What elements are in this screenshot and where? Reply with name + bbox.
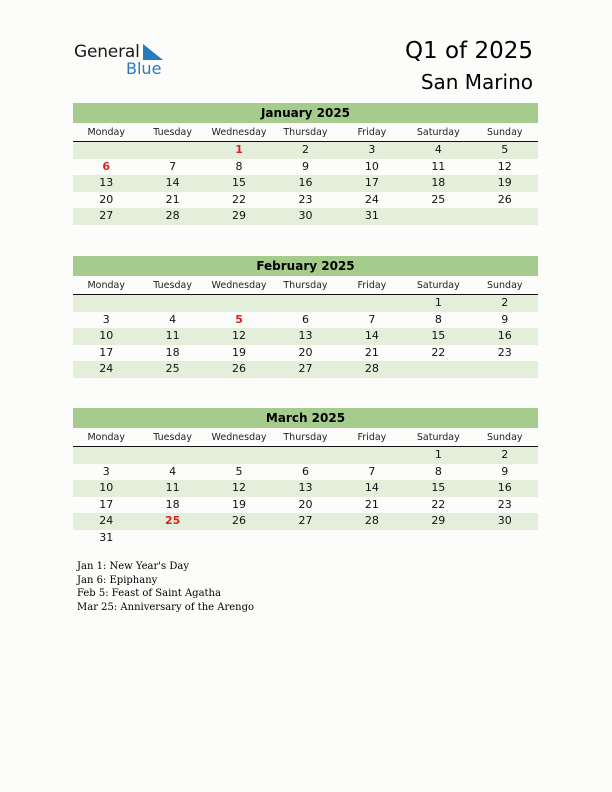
day-cell: 22: [232, 192, 247, 206]
week-row: [73, 345, 538, 362]
day-cell: 18: [165, 345, 180, 359]
day-cell: 29: [431, 514, 446, 528]
day-cell: [472, 208, 538, 225]
day-cell: 27: [298, 514, 313, 528]
month-calendar: [73, 408, 538, 547]
day-cell: [339, 447, 405, 464]
day-cell: 20: [298, 345, 313, 359]
day-cell: 13: [298, 329, 313, 343]
day-cell: 30: [298, 209, 313, 223]
day-cell: 11: [165, 329, 180, 343]
day-cell: [272, 447, 338, 464]
day-cell: 24: [364, 192, 379, 206]
day-cell: 8: [235, 159, 243, 173]
day-cell: [405, 208, 471, 225]
day-cell: 17: [364, 176, 379, 190]
day-cell: [139, 142, 205, 159]
day-cell: 19: [232, 497, 247, 511]
week-row: [73, 192, 538, 209]
day-cell: 31: [364, 209, 379, 223]
day-cell: 2: [301, 143, 309, 156]
holiday-note: Jan 6: Epiphany: [77, 574, 158, 586]
day-cell: 25: [165, 362, 180, 376]
day-cell: 12: [232, 481, 247, 495]
week-rows: [73, 142, 538, 225]
month-calendar: [73, 103, 538, 225]
day-cell: 15: [431, 481, 446, 495]
day-cell: [206, 447, 272, 464]
day-cell: 26: [232, 362, 247, 376]
week-row: [73, 464, 538, 481]
day-cell: [472, 530, 538, 547]
weekday-label: Friday: [357, 280, 387, 291]
day-cell: 8: [434, 464, 442, 478]
weekday-label: Thursday: [283, 280, 328, 291]
day-cell: 14: [165, 176, 180, 190]
weekday-label: Thursday: [283, 127, 328, 138]
day-cell: 2: [501, 296, 509, 309]
generalblue-logo: [74, 42, 174, 78]
day-cell: 4: [169, 312, 177, 326]
logo-general-text: General: [74, 42, 140, 62]
day-cell: [272, 295, 338, 312]
day-cell: 23: [298, 192, 313, 206]
day-cell: 9: [301, 159, 309, 173]
month-title: February 2025: [73, 256, 538, 276]
day-cell: 22: [431, 497, 446, 511]
day-cell: 19: [497, 176, 512, 190]
day-cell: 12: [497, 159, 512, 173]
day-cell: 13: [298, 481, 313, 495]
day-cell: 28: [165, 209, 180, 223]
day-cell: 24: [99, 362, 114, 376]
weekday-label: Monday: [87, 280, 125, 291]
holiday-note: Jan 1: New Year's Day: [77, 561, 189, 572]
day-cell: 4: [169, 464, 177, 478]
week-row: [73, 480, 538, 497]
day-cell: [405, 361, 471, 378]
weekday-header: [73, 429, 538, 447]
week-row: [73, 208, 538, 225]
week-row: [73, 497, 538, 514]
weekday-label: Monday: [87, 127, 125, 138]
weekday-label: Sunday: [486, 280, 523, 291]
weekday-label: Friday: [357, 432, 387, 443]
day-cell: 6: [102, 159, 111, 173]
day-cell: 1: [434, 448, 442, 461]
day-cell: 5: [235, 464, 243, 478]
day-cell: 6: [301, 464, 309, 478]
day-cell: 26: [497, 192, 512, 206]
day-cell: 21: [364, 497, 379, 511]
month-title: January 2025: [73, 103, 538, 123]
day-cell: 28: [364, 362, 379, 376]
day-cell: 4: [434, 143, 442, 156]
day-cell: [339, 530, 405, 547]
day-cell: 22: [431, 345, 446, 359]
holiday-note: Mar 25: Anniversary of the Arengo: [77, 601, 255, 613]
day-cell: [206, 530, 272, 547]
day-cell: [206, 295, 272, 312]
day-cell: 8: [434, 312, 442, 326]
day-cell: 5: [235, 312, 243, 326]
weekday-label: Friday: [357, 127, 387, 138]
weekday-label: Wednesday: [211, 127, 267, 138]
day-cell: 10: [364, 159, 379, 173]
day-cell: 7: [169, 159, 177, 173]
day-cell: 17: [99, 345, 114, 359]
day-cell: [472, 361, 538, 378]
day-cell: 16: [298, 176, 313, 190]
day-cell: 27: [99, 209, 114, 223]
day-cell: 3: [102, 312, 110, 326]
weekday-label: Tuesday: [153, 280, 192, 291]
day-cell: 11: [165, 481, 180, 495]
weekday-label: Saturday: [416, 432, 460, 443]
day-cell: 30: [497, 514, 512, 528]
day-cell: [139, 295, 205, 312]
weekday-label: Sunday: [486, 432, 523, 443]
day-cell: 9: [501, 464, 509, 478]
day-cell: 24: [99, 514, 114, 528]
day-cell: 18: [165, 497, 180, 511]
day-cell: [405, 530, 471, 547]
day-cell: 2: [501, 448, 509, 461]
weekday-header: [73, 277, 538, 295]
day-cell: 7: [368, 464, 376, 478]
page-subtitle: San Marino: [420, 70, 533, 94]
day-cell: 27: [298, 362, 313, 376]
day-cell: 14: [364, 329, 379, 343]
day-cell: 23: [497, 497, 512, 511]
day-cell: 31: [99, 530, 114, 544]
week-row: [73, 530, 538, 547]
week-rows: [73, 447, 538, 547]
week-row: [73, 175, 538, 192]
holiday-note: Feb 5: Feast of Saint Agatha: [77, 588, 221, 599]
day-cell: 28: [364, 514, 379, 528]
week-rows: [73, 295, 538, 378]
day-cell: 15: [232, 176, 247, 190]
day-cell: 3: [368, 143, 376, 156]
week-row: [73, 447, 538, 464]
weekday-label: Wednesday: [211, 432, 267, 443]
week-row: [73, 513, 538, 530]
day-cell: 7: [368, 312, 376, 326]
holiday-notes: [77, 560, 254, 614]
day-cell: 10: [99, 481, 114, 495]
day-cell: [139, 530, 205, 547]
day-cell: 21: [165, 192, 180, 206]
day-cell: [139, 447, 205, 464]
day-cell: 15: [431, 329, 446, 343]
day-cell: 11: [431, 159, 446, 173]
day-cell: [73, 447, 139, 464]
weekday-label: Saturday: [416, 127, 460, 138]
day-cell: 23: [497, 345, 512, 359]
day-cell: 9: [501, 312, 509, 326]
month-title: March 2025: [73, 408, 538, 428]
day-cell: 19: [232, 345, 247, 359]
week-row: [73, 312, 538, 329]
day-cell: 1: [235, 143, 243, 156]
weekday-label: Saturday: [416, 280, 460, 291]
day-cell: [272, 530, 338, 547]
week-row: [73, 328, 538, 345]
day-cell: 13: [99, 176, 114, 190]
day-cell: [73, 142, 139, 159]
day-cell: 1: [434, 296, 442, 309]
day-cell: 20: [298, 497, 313, 511]
weekday-label: Monday: [87, 432, 125, 443]
day-cell: 26: [232, 514, 247, 528]
weekday-label: Thursday: [283, 432, 328, 443]
day-cell: 14: [364, 481, 379, 495]
weekday-label: Tuesday: [153, 127, 192, 138]
day-cell: 20: [99, 192, 114, 206]
week-row: [73, 142, 538, 159]
day-cell: 17: [99, 497, 114, 511]
week-row: [73, 361, 538, 378]
day-cell: 16: [497, 329, 512, 343]
day-cell: 16: [497, 481, 512, 495]
weekday-label: Sunday: [486, 127, 523, 138]
week-row: [73, 295, 538, 312]
day-cell: 18: [431, 176, 446, 190]
day-cell: 29: [232, 209, 247, 223]
day-cell: 12: [232, 329, 247, 343]
day-cell: [73, 295, 139, 312]
logo-blue-text: Blue: [126, 59, 162, 78]
day-cell: 3: [102, 464, 110, 478]
day-cell: 10: [99, 329, 114, 343]
day-cell: [339, 295, 405, 312]
month-calendar: [73, 256, 538, 378]
page-title: Q1 of 2025: [404, 38, 533, 64]
weekday-label: Wednesday: [211, 280, 267, 291]
day-cell: 25: [164, 514, 181, 528]
day-cell: 6: [301, 312, 309, 326]
weekday-label: Tuesday: [153, 432, 192, 443]
day-cell: 25: [431, 192, 446, 206]
week-row: [73, 159, 538, 176]
weekday-header: [73, 124, 538, 142]
day-cell: 21: [364, 345, 379, 359]
day-cell: 5: [501, 143, 509, 156]
